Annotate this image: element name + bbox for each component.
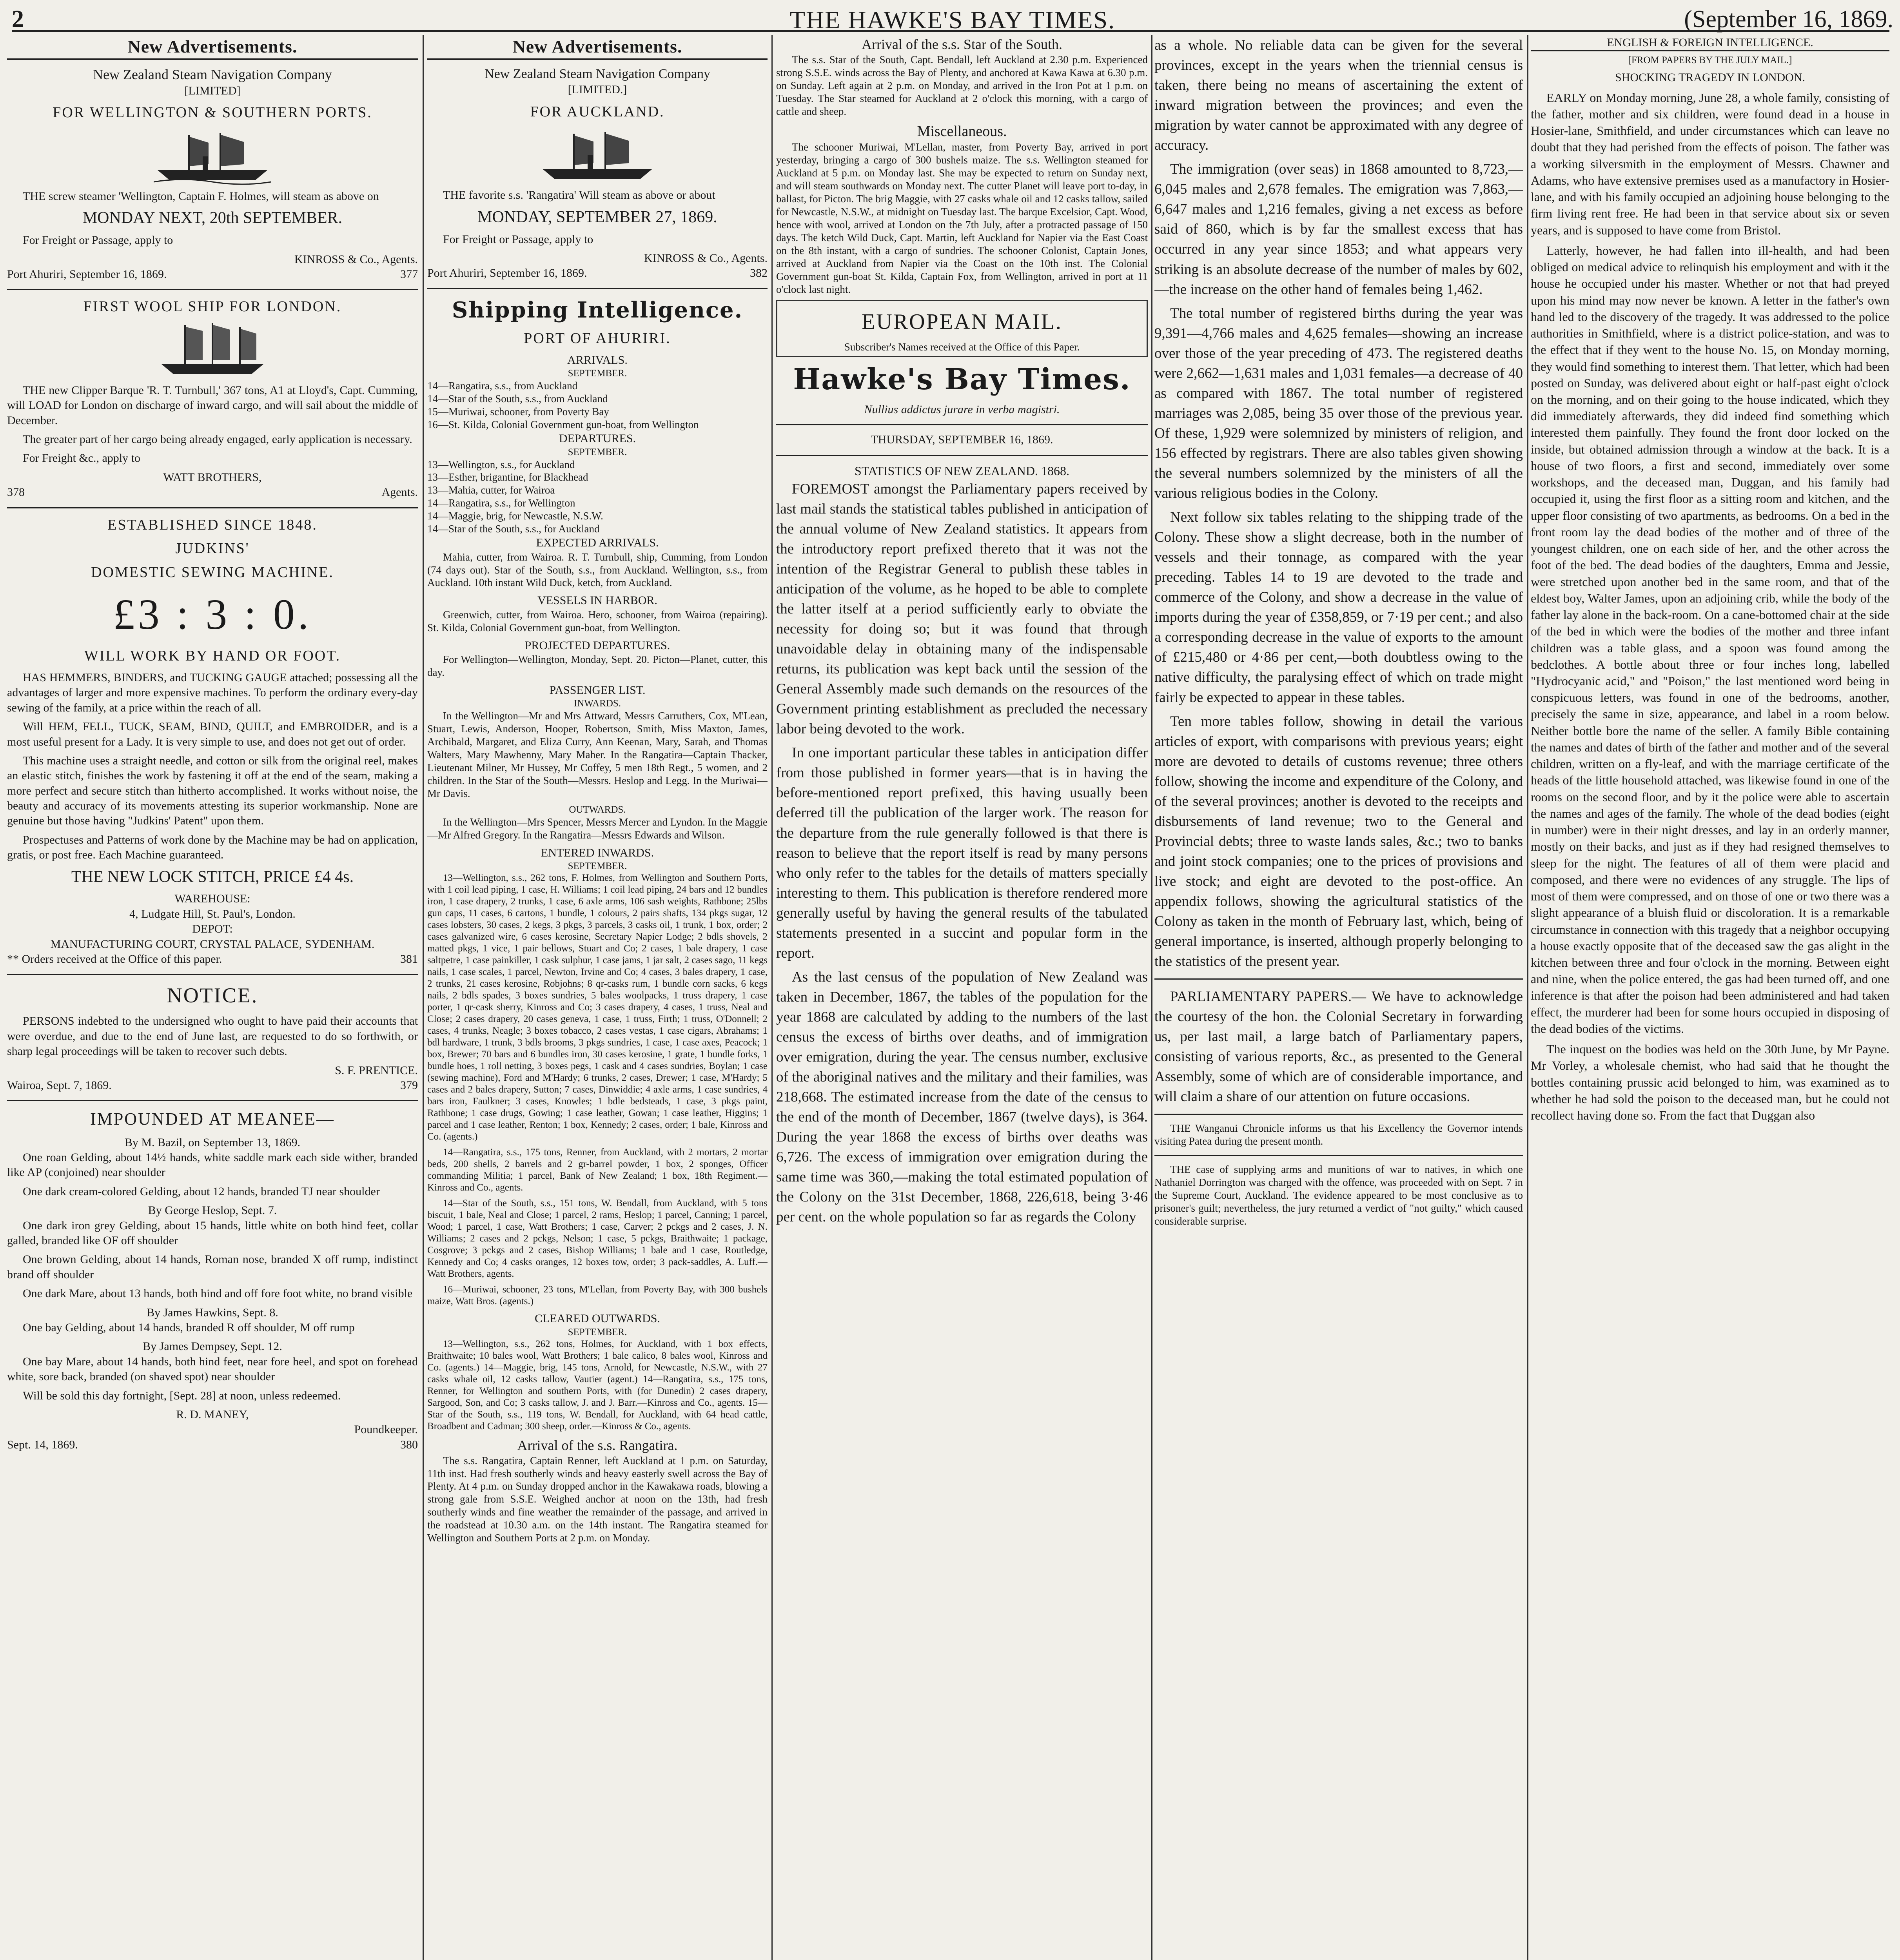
article-paragraph: Latterly, however, he had fallen into ill-health, and had been obliged on medical advice to relinquish his employment and with it the house he occupied under his master. Whether or not that had preyed upon his mind may now never be known. A letter in the father's own hand led to the discovery of the tragedy. It was addressed to the police authorities in Smithfield, where is a district police-station, and was to the effect that if they went to the house No. 15, on Monday morning, they would find something to interest them. That letter, which had been posted on Sunday, was delivered about eight or half-past eight o'clock on the morning, and on their going to the house indicated, which they did immediately afterwards, they did indeed find something which interested them painfully. They found the front door locked on the inside, but obtained admission through a window at the back. It is a house of two floors, a first and second, immediately over some workshops, and the deceased man, Duggan, and his family had occupied it, using the first floor as a sitting room and kitchen, and the upper floor consisting of two apartments, as bedrooms. On a bed in the front room lay the dead bodies of the mother and of three of the youngest children, one on each side of her, and the other across the foot of the bed. The dead bodies of the daughters, Emma and Jessie, were stretched upon another bed in the same room, and that of the eldest boy, Walter James, upon an adjoining crib, while the body of the father lay alone in the back-room. On a cane-bottomed chair at the side of the bed in which were the bodies of the mother and three infant children was a table glass, and a spoon was found among the bedclothes. A bottle about three or four inches long, labelled "Hydrocyanic acid," and "Poison," the last mentioned word being in conspicuous letters, was found in one of the bedrooms, another, precisely the same in size, appearance, and label in a room below. Neither bottle bore the name of the seller. A family Bible containing the names and dates of birth of the father and mother and of the several children, written on a fly-leaf, and with the marriage certificate of the heads of the little household attached, was likewise found in one of the rooms on the second floor, and by it the police were able to ascertain the names and ages of the family. The whole of the dead bodies (eight in number) were in their night dresses, and lay in an orderly manner, mostly on their backs, and just as if they had resigned themselves to sleep for the night. The features of all of them were placid and composed, and there were no evidences of any struggle. The lips of most of them were compressed, and on those of one or two there was a slight appearance of a bluish fluid or discoloration. It is a remarkable circumstance in connection with this tragedy that a neighbor occupying a house exactly opposite that of the deceased saw the gas alight in the kitchen between three and four o'clock in the morning. Between eight and nine, when the police entered, the gas had been turned off, and one inference is that after the poison had been administered and had taken effect, the murderer had been for some hours occupied in disposing of the dead bodies of the victims.: [1531, 243, 1889, 1036]
departures-heading: DEPARTURES.: [559, 432, 636, 445]
divider: [1154, 1155, 1523, 1156]
impound-signature: R. D. MANEY,: [176, 1408, 249, 1421]
divider: [7, 974, 418, 975]
expected-heading: EXPECTED ARRIVALS.: [536, 536, 659, 550]
ad-date: MONDAY NEXT, 20th SEPTEMBER.: [82, 209, 343, 227]
impound-item: One dark Mare, about 13 hands, both hind and off fore foot white, no brand visible: [23, 1287, 413, 1300]
european-mail-box: [776, 300, 1148, 358]
impound-item: One dark cream-colored Gelding, about 12 hands, branded TJ near shoulder: [23, 1185, 380, 1198]
parliamentary-paragraph: PARLIAMENTARY PAPERS.— We have to acknowledge the courtesy of the hon. the Colonial Secretary in forwarding us, per last mail, a large batch of Parliamentary papers, consisting of various reports, &c., as presented to the General Assembly, some of which are of considerable importance, and will claim a share of our attention on future occasions.: [1154, 989, 1523, 1105]
impound-by: By James Hawkins, Sept. 8.: [147, 1306, 278, 1319]
article-paragraph: The immigration (over seas) in 1868 amounted to 8,723,—6,045 males and 2,678 females. The emigration was 7,863,—6,647 males and 1,216 females, giving a net excess as before said of 860, which is by far the smallest excess that has occurred in any year since 1853; and what appears very striking is an absolute decrease of the number of males by 602,—the increase on the other hand of females being 1,462.: [1154, 161, 1523, 298]
impound-sale: Will be sold this day fortnight, [Sept. 28] at noon, unless redeemed.: [23, 1389, 341, 1402]
impound-title: IMPOUNDED AT MEANEE—: [90, 1109, 335, 1129]
inwards-heading: INWARDS.: [573, 698, 621, 709]
impound-item: One bay Gelding, about 14 hands, branded R off shoulder, M off rump: [23, 1321, 355, 1334]
ad-body: THE favorite s.s. 'Rangatira' Will steam as above or about: [443, 189, 715, 202]
expected-text: Mahia, cutter, from Wairoa. R. T. Turnbull, ship, Cumming, from London (74 days out). Star of the South, s.s., from Auckland. Wellington, s.s., from Auckland. 10th instant Wild Duck, ketch, from Auckland.: [427, 551, 768, 589]
paper-motto: Nullius addictus jurare in verba magistri.: [864, 403, 1060, 416]
section-heading: New Advertisements.: [427, 35, 768, 60]
news-paragraph: THE Wanganui Chronicle informs us that his Excellency the Governor intends visiting Patea during the present month.: [1154, 1122, 1523, 1147]
article-paragraph: The total number of registered births during the year was 9,391—4,766 males and 4,625 females—showing an increase over those of the year preceding of 473. The registered deaths were 2,662—1,631 males and 1,031 females—a decrease of 40 as compared with 1867. The total number of registered marriages was 2,085, being 35 over those of the previous year. Of these, 1,929 were solemnized by ministers of religion, and 156 effected by registrars. There are also tables given showing the several numbers solemnized by the ministers of all the various religious bodies in the Colony.: [1154, 305, 1523, 502]
ad-footer-line: [7, 952, 418, 967]
ad-depot: DEPOT:: [192, 922, 233, 936]
list-item: 16—St. Kilda, Colonial Government gun-boat, from Wellington: [427, 419, 699, 431]
ad-factory: MANUFACTURING COURT, CRYSTAL PALACE, SYDENHAM.: [50, 937, 375, 951]
harbor-text: Greenwich, cutter, from Wairoa. Hero, schooner, from Wairoa (repairing). St. Kilda, Colonial Government gun-boat, from Wellington.: [427, 608, 768, 633]
column-rule: [771, 35, 773, 1960]
entered-text: 14—Rangatira, s.s., 175 tons, Renner, from Auckland, with 2 mortars, 2 mortar beds, 200 shells, 2 barrels and 2 gr-barrel powder, 1 box, 2 sponges, Officer commanding Militia; 1 parcel, Bank of New Zealand; 1 box, 18th Regiment.—Kinross and Co., agents.: [427, 1147, 768, 1193]
notice-signature: S. F. PRENTICE.: [335, 1063, 418, 1077]
impound-item: One roan Gelding, about 14½ hands, white saddle mark each side wither, branded like AP (conjoined) near shoulder: [7, 1151, 418, 1179]
passenger-heading: PASSENGER LIST.: [549, 683, 646, 697]
ad-agents: KINROSS & Co., Agents.: [294, 252, 418, 266]
list-item: 13—Mahia, cutter, for Wairoa: [427, 484, 555, 496]
impound-by: By James Dempsey, Sept. 12.: [143, 1340, 282, 1353]
arrival-text: The s.s. Rangatira, Captain Renner, left Auckland at 1 p.m. on Saturday, 11th inst. Had fresh southerly winds and heavy easterly swell across the Bay of Plenty. At 4 p.m. on Sunday dropped anchor in the Kawakawa roads, blowing a strong gale from S.S.E. Weighed anchor at noon on the 13th, had fresh southerly winds and fine weather the remainder of the passage, and arrived in the roadstead at 10.30 a.m. on the 14th instant. The Rangatira steamed for Wellington and Southern Ports at 2 p.m. on Monday.: [427, 1454, 768, 1544]
cleared-month: SEPTEMBER.: [568, 1327, 627, 1338]
ad-warehouse: WAREHOUSE:: [174, 892, 250, 906]
ad-route: FOR AUCKLAND.: [530, 103, 665, 120]
ad-route: FOR WELLINGTON & SOUTHERN PORTS.: [53, 104, 372, 121]
outwards-text: In the Wellington—Mrs Spencer, Messrs Mercer and Lyndon. In the Maggie—Mr Alfred Gregory. In the Rangatira—Messrs Edwards and Wilson.: [427, 816, 768, 841]
ad-body: THE new Clipper Barque 'R. T. Turnbull,' 367 tons, A1 at Lloyd's, Capt. Cumming, will LOAD for London on discharge of inward cargo, and will sail about the middle of December.: [7, 383, 418, 427]
paper-date: THURSDAY, SEPTEMBER 16, 1869.: [871, 433, 1053, 446]
ad-footer-line: [7, 267, 418, 282]
page-number: 2: [12, 6, 24, 33]
column-3: [776, 35, 1148, 1960]
column-rule: [1151, 35, 1152, 1960]
mail-title: EUROPEAN MAIL.: [862, 309, 1062, 334]
ad-body: This machine uses a straight needle, and cotton or silk from the original reel, makes an elastic stitch, finishes the work by fastening it off at the end of the seam, making a more perfect and secure stitch than hitherto accomplished. It works without noise, the beauty and accuracy of its movements attesting its superior workmanship. None are genuine but those having "Judkins' Patent" upon them.: [7, 754, 418, 828]
ad-freight: For Freight &c., apply to: [23, 452, 140, 465]
column-4: [1154, 35, 1523, 1960]
list-item: 14—Rangatira, s.s., from Auckland: [427, 380, 578, 392]
entered-text: 16—Muriwai, schooner, 23 tons, M'Lellan, from Poverty Bay, with 300 bushels maize, Watt Bros. (agents.): [427, 1284, 768, 1307]
impound-number: 380: [400, 1438, 418, 1451]
list-item: 15—Muriwai, schooner, from Poverty Bay: [427, 406, 609, 418]
ad-number: 378: [7, 486, 25, 499]
ad-orders: ** Orders received at the Office of this paper.: [7, 952, 222, 965]
list-item: 14—Star of the South, s.s., from Auckland: [427, 393, 608, 405]
list-item: 14—Star of the South, s.s., for Auckland: [427, 523, 600, 535]
projected-heading: PROJECTED DEPARTURES.: [524, 639, 670, 652]
article-paragraph: As the last census of the population of New Zealand was taken in December, 1867, the tables of the population for the year 1868 are calculated by adding to the numbers of the last census the excess of births over deaths, and of immigration over emigration, during the year. The census number, exclusive of the aboriginal natives and the military and their families, was 218,668. The estimated increase from the date of the census to the end of the month of December, 1867 (twelve days), is 364. During the year 1868 the excess of births over deaths was 6,726. The excess of immigration over emigration during the same time was 360,—making the total estimated population of the Colony on the 31st December, 1868, 226,618, being 3·46 per cent. on the whole population so far as regards the Colony: [776, 969, 1148, 1225]
ad-footer: Port Ahuriri, September 16, 1869.: [427, 267, 587, 280]
ad-body: Prospectuses and Patterns of work done by the Machine may be had on application, gratis, or post free. Each Machine guaranteed.: [7, 833, 418, 862]
ad-judkins: JUDKINS': [175, 540, 250, 557]
ad-date: MONDAY, SEPTEMBER 27, 1869.: [477, 208, 717, 226]
ad-work: WILL WORK BY HAND OR FOOT.: [84, 648, 341, 664]
entered-month: SEPTEMBER.: [568, 861, 627, 872]
arrivals-month: SEPTEMBER.: [568, 368, 627, 379]
column-2: [427, 35, 768, 1960]
ad-agents: KINROSS & Co., Agents.: [644, 251, 768, 265]
section-heading: ENGLISH & FOREIGN INTELLIGENCE.: [1531, 35, 1889, 51]
ad-agents-label: Agents.: [381, 486, 418, 499]
clipper-ship-icon: [154, 321, 271, 380]
ad-number: 377: [400, 267, 418, 281]
newspaper-title: THE HAWKE'S BAY TIMES.: [789, 6, 1116, 34]
section-subheading: [FROM PAPERS BY THE JULY MAIL.]: [1628, 55, 1792, 66]
article-paragraph: In one important particular these tables in anticipation differ from those published in former years—that is in having the before-mentioned report prefixed, this having usually been deferred till the publication of the larger work. The reason for the departure from the rule generally followed is that there is reason to believe that the report itself is read by many persons who only refer to the tables for the details of matters specially interesting to them. This publication is therefore rendered more generally useful by having the general results of the tabulated statements presented in a succint and popular form in the report.: [776, 745, 1148, 961]
outwards-heading: OUTWARDS.: [569, 804, 626, 815]
arrivals-list: [427, 379, 768, 431]
arrivals-heading: ARRIVALS.: [567, 354, 628, 367]
divider: [427, 288, 768, 289]
issue-date: (September 16, 1869.: [1684, 6, 1893, 33]
divider: [7, 507, 418, 508]
ad-number: 382: [750, 267, 768, 280]
impound-footer: [7, 1437, 418, 1452]
article-paragraph: Next follow six tables relating to the shipping trade of the Colony. These show a slight decrease, both in the number of vessels and their tonnage, as compared with the year preceding. Tables 14 to 19 are devoted to the trade and commerce of the Colony, and show a decrease in the value of imports during the year of £358,859, or 7·19 per cent.; and also a corresponding decrease in the value of exports to the amount of £215,480 or 4·86 per cent,—both doubtless owing to the native difficulty, the paralysing effect of which on trade might fairly be expected to appear in these tables.: [1154, 509, 1523, 706]
ad-footer-line: [7, 485, 418, 500]
ad-established: ESTABLISHED SINCE 1848.: [107, 516, 318, 533]
ad-company: New Zealand Steam Navigation Company: [485, 66, 710, 81]
ad-company: New Zealand Steam Navigation Company: [93, 66, 332, 82]
notice-footer: [7, 1078, 418, 1093]
ad-body: THE screw steamer 'Wellington, Captain F. Holmes, will steam as above on: [23, 189, 379, 203]
misc-heading: Miscellaneous.: [917, 123, 1007, 140]
ad-title: DOMESTIC SEWING MACHINE.: [91, 564, 334, 581]
divider: [1154, 978, 1523, 980]
entered-text: 14—Star of the South, s.s., 151 tons, W. Bendall, from Auckland, with 5 tons biscuit, 1 bale, Neal and Close; 1 parcel, 2 rams, Heslop; 1 parcel, Canning; 1 parcel, Wood; 1 parcel, 1 case, Watt Brothers; 1 case, Carver; 2 pckgs and 2 cases, J. N. Williams; 2 cases and 2 pckgs, Nelson; 1 case, 5 pckgs, Braithwaite; 1 package, Cosgrove; 3 pckgs and 2 cases, Bishop Williams; 1 bale and 1 case, Routledge, Kennedy and Co; 4 casks oranges, 12 boxes tow, order; 3 pack-saddles, A. Luff.—Watt Brothers, agents.: [427, 1198, 768, 1279]
divider: [7, 1100, 418, 1101]
ad-freight: For Freight or Passage, apply to: [23, 234, 173, 247]
section-heading: New Advertisements.: [7, 35, 418, 60]
entered-text: 13—Wellington, s.s., 262 tons, F. Holmes, from Wellington and Southern Ports, with 1 coil lead piping, 1 case, H. Williams; 1 coil lead piping, 24 bars and 12 bundles iron, 1 case drapery, 2 trunks, 1 case, 6 axle arms, 106 sash weights, Rathbone; 25lbs gun caps, 11 cases, 6 cartons, 1 bundle, 1 colours, 2 pairs shafts, 134 pkgs sugar, 12 cases lobsters, 30 cases, 2 kegs, 3 pkgs, 3 parcels, 3 casks oil, 1 trunk, 1 box, order; 2 cases galvanized wire, 6 cases kerosine, Secretary Napier Lodge; 2 bdls shovels, 2 matted pkgs, 1 vice, 1 pair bellows, Stuart and Co; 2 cases, 1 bale drapery, 1 case saltpetre, 1 case painkiller, 1 cask sulphur, 1 case jams, 1 jar salt, 2 cases sago, 11 kegs nails, 1 case scales, 1 parcel, Newton, Irvine and Co; 4 cases, 3 bales drapery, 1 case, 2 trunks, 21 cases kerosine, Robjohns; 8 qr-casks rum, 1 bundle corn sacks, 6 kegs nails, 2 bdls spades, 3 boxes sundries, 5 bales woolpacks, 1 truss drapery, 1 case porter, 1 qr-cask sherry, Kinross and Co; 3 cases drapery, 4 cases, 1 truss, Neal and Close; 2 cases drapery, 20 cases geneva, 1 case, 1 truss, Firth; 1 truss, O'Donnell; 2 cases, 4 trunks, Neagle; 3 boxes tobacco, 2 cases vestas, 1 case cigars, Abrahams; 1 bdl hardware, 1 trunk, 3 bdls brooms, 3 pkgs sundries, 1 case, 1 case axes, Peacock; 1 box, Brewer; 70 bars and 6 bundles iron, 30 cases kerosine, 1 grate, 1 bundle forks, 1 bundle hoes, 1 roll netting, 3 boxes pegs, 1 cask and 4 cases sundries, Boylan; 1 case (sewing machine), Ford and M'Hardy; 6 trunks, 2 cases, Drewer; 1 case, M'Hardy; 5 cases and 2 bales drapery, Sutton; 7 cases, Dinwiddie; 4 axle arms, 1 case sundries, 4 bars iron, Faulkner; 3 cases, Knowles; 1 bdle bedsteads, 1 case, 3 pkgs paint, Rathbone; 1 case drugs, Gowing; 1 case leather, Gowan; 1 case leather, Higgins; 1 parcel and 1 case leather, Renton; 1 box, Kennedy; 2 cases, order; 1 bale, Kinross and Co. (agents.): [427, 873, 768, 1142]
ad-body: Will HEM, FELL, TUCK, SEAM, BIND, QUILT, and EMBROIDER, and is a most useful present for a Lady. It is very simple to use, and does not get out of order.: [7, 720, 418, 748]
notice-body: PERSONS indebted to the undersigned who ought to have paid their accounts that were overdue, and due to the end of June last, are requested to do so forthwith, or sharp legal proceedings will be taken to recover such debts.: [7, 1014, 418, 1058]
notice-title: NOTICE.: [167, 984, 258, 1007]
departures-list: [427, 458, 768, 536]
column-1: [7, 35, 418, 1960]
column-5: [1531, 35, 1889, 1960]
article-paragraph: The inquest on the bodies was held on the 30th June, by Mr Payne. Mr Vorley, a wholesale chemist, who had said that he thought the bottles containing prussic acid belonged to him, was examined as to whether he had sold the poison to the deceased man, but he could not recollect having done so. From the fact that Duggan also: [1531, 1042, 1889, 1123]
notice-number: 379: [400, 1079, 418, 1092]
divider: [776, 424, 1148, 425]
steamer-ship-icon: [154, 127, 271, 186]
ad-lock-stitch: THE NEW LOCK STITCH, PRICE £4 4s.: [71, 867, 354, 886]
list-item: 13—Esther, brigantine, for Blackhead: [427, 471, 588, 483]
ad-body: HAS HEMMERS, BINDERS, and TUCKING GAUGE attached; possessing all the advantages of larger and more expensive machines. To perform the ordinary every-day sewing of the family, at a price within the reach of all.: [7, 671, 418, 714]
list-item: 13—Wellington, s.s., for Auckland: [427, 458, 575, 470]
arrival-heading: Arrival of the s.s. Rangatira.: [517, 1437, 678, 1453]
cleared-text: 13—Wellington, s.s., 262 tons, Holmes, for Auckland, with 1 box effects, Braithwaite; 10 bales wool, Watt Brothers; 1 bale calico, 8 bales wool, Kinross and Co. (agents.) 14—Maggie, brig, 145 tons, Arnold, for Newcastle, N.S.W., with 27 casks whale oil, 12 casks tallow, Vautier (agent.) 14—Rangatira, s.s., 175 tons, Renner, for Wellington and southern Ports, with (for Dunedin) 2 cases drapery, Sargood, Son, and Co; 3 casks tallow, J. and J. Barr.—Kinross and Co., agents. 15—Star of the South, s.s., 119 tons, W. Bendall, for Auckland, with 64 head cattle, Broadbent and Cadman; 300 sheep, order.—Kinross & Co., agents.: [427, 1338, 768, 1432]
impound-role: Poundkeeper.: [354, 1423, 418, 1436]
list-item: 14—Maggie, brig, for Newcastle, N.S.W.: [427, 510, 603, 522]
paper-title: Hawke's Bay Times.: [793, 363, 1131, 397]
impound-by: By George Heslop, Sept. 7.: [148, 1204, 277, 1217]
steamer-ship-icon: [539, 126, 656, 185]
ad-price: £3 : 3 : 0.: [113, 590, 312, 638]
passenger-text: In the Wellington—Mr and Mrs Attward, Messrs Carruthers, Cox, M'Lean, Stuart, Lewis, Anderson, Hooper, Robertson, Smith, Miss Maxton, James, Archibald, Margaret, and Eliza Curry, Ann Keenan, Mary, Sarah, and Thomas Walters, Mary Mawhenny, Mary Maher. In the Rangatira—Captain Thacker, Lieutenant Milner, Mr Hussey, Mr Coffey, 5 men 18th Regt., 5 women, and 2 children. In the Star of the South—Messrs. Heslop and Legg. In the Muriwai—Mr Davis.: [427, 710, 768, 799]
masthead: [12, 4, 1893, 34]
article-title: SHOCKING TRAGEDY IN LONDON.: [1615, 71, 1805, 84]
article-title: STATISTICS OF NEW ZEALAND. 1868.: [855, 463, 1069, 478]
ad-limited: [LIMITED]: [184, 84, 241, 97]
article-paragraph: Ten more tables follow, showing in detail the various articles of export, with comparisons with previous years; eight more are devoted to details of customs revenue; three others follow, showing the income and expenditure of the Colony, and of the several provinces; another is devoted to the receipts and disbursements of land revenue; two to the General and Provincial debts; three to waste lands sales, &c.; two to banks and joint stock companies; one to the prices of provisions and live stock; and eight are devoted to the post-office. An appendix follows, showing the agricultural statistics of the Colony as taken in the month of February last, which, being of general importance, is inserted, although properly belonging to the statistics of the present year.: [1154, 713, 1523, 970]
column-rule: [423, 35, 424, 1960]
article-paragraph: EARLY on Monday morning, June 28, a whole family, consisting of the father, mother and six children, were found dead in a house in Hosier-lane, Smithfield, and under circumstances which can leave no doubt that they had perished from the effects of poison. The father was a working silversmith in the employment of Messrs. Chawner and Adams, who have extensive premises used as a manufactory in Hosier-lane, and with his family occupied an adjoining house belonging to the firm living rent free. He had been in that service about six or seven years, and is supposed to have come from Bristol.: [1531, 90, 1889, 237]
impound-item: One brown Gelding, about 14 hands, Roman nose, branded X off rump, indistinct brand off shoulder: [7, 1253, 418, 1281]
divider: [7, 289, 418, 290]
list-item: 14—Rangatira, s.s., for Wellington: [427, 497, 575, 509]
impound-item: One dark iron grey Gelding, about 15 hands, little white on both hind feet, collar galled, branded like OF off shoulder: [7, 1219, 418, 1247]
article-paragraph: as a whole. No reliable data can be given for the several provinces, except in the years when the triennial census is taken, there being no means of ascertaining the extent of inward migration between the provinces; and even the migration by water cannot be approximated with any degree of accuracy.: [1154, 37, 1523, 154]
ad-title: FIRST WOOL SHIP FOR LONDON.: [83, 298, 342, 315]
misc-text: The schooner Muriwai, M'Lellan, master, from Poverty Bay, arrived in port yesterday, bringing a cargo of 300 bushels maize. The s.s. Wellington steamed for Auckland at 5 p.m. on Monday last. She may be expected to return on Sunday next, and will steam southwards on Monday next. The cutter Planet will leave port to-day, in ballast, for Picton. The brig Maggie, with 27 casks whale oil and 12 casks tallow, sailed for Newcastle, N.S.W., at midnight on Tuesday last. The barque Excelsior, Capt. Wood, hence with wool, arrived at London on the 7th July, after a protracted passage of 150 days. The ketch Wild Duck, Capt. Martin, left Auckland for Napier via the East Coast on the 8th instant, with a cargo of sundries. The schooner Colonist, Captain Jones, arrived at Auckland from Napier via the Coast on the 10th inst. The Colonial Government gun-boat St. Kilda, Captain Fox, from Wellington, arrived in port at 11 o'clock last night.: [776, 141, 1148, 295]
entered-heading: ENTERED INWARDS.: [541, 846, 654, 859]
mail-subtitle: Subscriber's Names received at the Office of this Paper.: [844, 341, 1080, 353]
departures-month: SEPTEMBER.: [568, 446, 627, 457]
projected-text: For Wellington—Wellington, Monday, Sept. 20. Picton—Planet, cutter, this day.: [427, 653, 768, 678]
ad-limited: [LIMITED.]: [568, 83, 627, 96]
shipping-title: Shipping Intelligence.: [452, 297, 743, 323]
port-name: PORT OF AHURIRI.: [524, 330, 671, 347]
impound-by: By M. Bazil, on September 13, 1869.: [124, 1136, 301, 1149]
ad-agents: WATT BROTHERS,: [163, 470, 262, 484]
impound-date: Sept. 14, 1869.: [7, 1438, 78, 1451]
article-paragraph: FOREMOST amongst the Parliamentary papers received by last mail stands the statistical tables published in anticipation of the annual volume of New Zealand statistics. It appears from the introductory report prefixed thereto that it was not the intention of the Registrar General to publish these tables in anticipation of the volume, as he hoped to be able to complete the latter itself at a period sufficiently early to obviate the necessity for doing so; but it was found that through unavoidable delay in obtaining many of the indispensable returns, its publication was kept back until the session of the General Assembly made such demands on the resources of the Government printing establishment as precluded the necessary labor being devoted to the work.: [776, 481, 1148, 737]
ad-body: The greater part of her cargo being already engaged, early application is necessary.: [23, 433, 412, 446]
impound-item: One bay Mare, about 14 hands, both hind feet, near fore heel, and spot on forehead white, sore back, branded (on shaved spot) near shoulder: [7, 1355, 418, 1383]
ad-address: 4, Ludgate Hill, St. Paul's, London.: [129, 907, 296, 920]
masthead-rule: [12, 30, 1889, 32]
ad-freight: For Freight or Passage, apply to: [443, 232, 593, 246]
ad-footer: Port Ahuriri, September 16, 1869.: [7, 267, 167, 281]
arrival-heading: Arrival of the s.s. Star of the South.: [862, 36, 1062, 52]
divider: [1154, 1114, 1523, 1115]
ad-footer-line: [427, 266, 768, 281]
ad-number: 381: [400, 952, 418, 965]
divider: [776, 455, 1148, 456]
news-paragraph: THE case of supplying arms and munitions of war to natives, in which one Nathaniel Dorrington was charged with the offence, was proceeded with on Sept. 7 in the Supreme Court, Auckland. The evidence appeared to be most conclusive as to prisoner's guilt; nevertheless, the jury returned a verdict of "not guilty," which caused considerable surprise.: [1154, 1163, 1523, 1227]
cleared-heading: CLEARED OUTWARDS.: [535, 1312, 660, 1325]
harbor-heading: VESSELS IN HARBOR.: [537, 594, 657, 607]
arrival-text: The s.s. Star of the South, Capt. Bendall, left Auckland at 2.30 p.m. Experienced strong S.S.E. winds across the Bay of Plenty, and anchored at Kawa Kawa at 6.30 p.m. on Sunday. Left again at 2 p.m. on Monday, and arrived in the Iron Pot at 1 p.m. on Tuesday. The Star steamed for Auckland at 2 o'clock this morning, with a cargo of cattle and sheep.: [776, 54, 1148, 117]
notice-place: Wairoa, Sept. 7, 1869.: [7, 1079, 112, 1092]
column-rule: [1527, 35, 1528, 1960]
